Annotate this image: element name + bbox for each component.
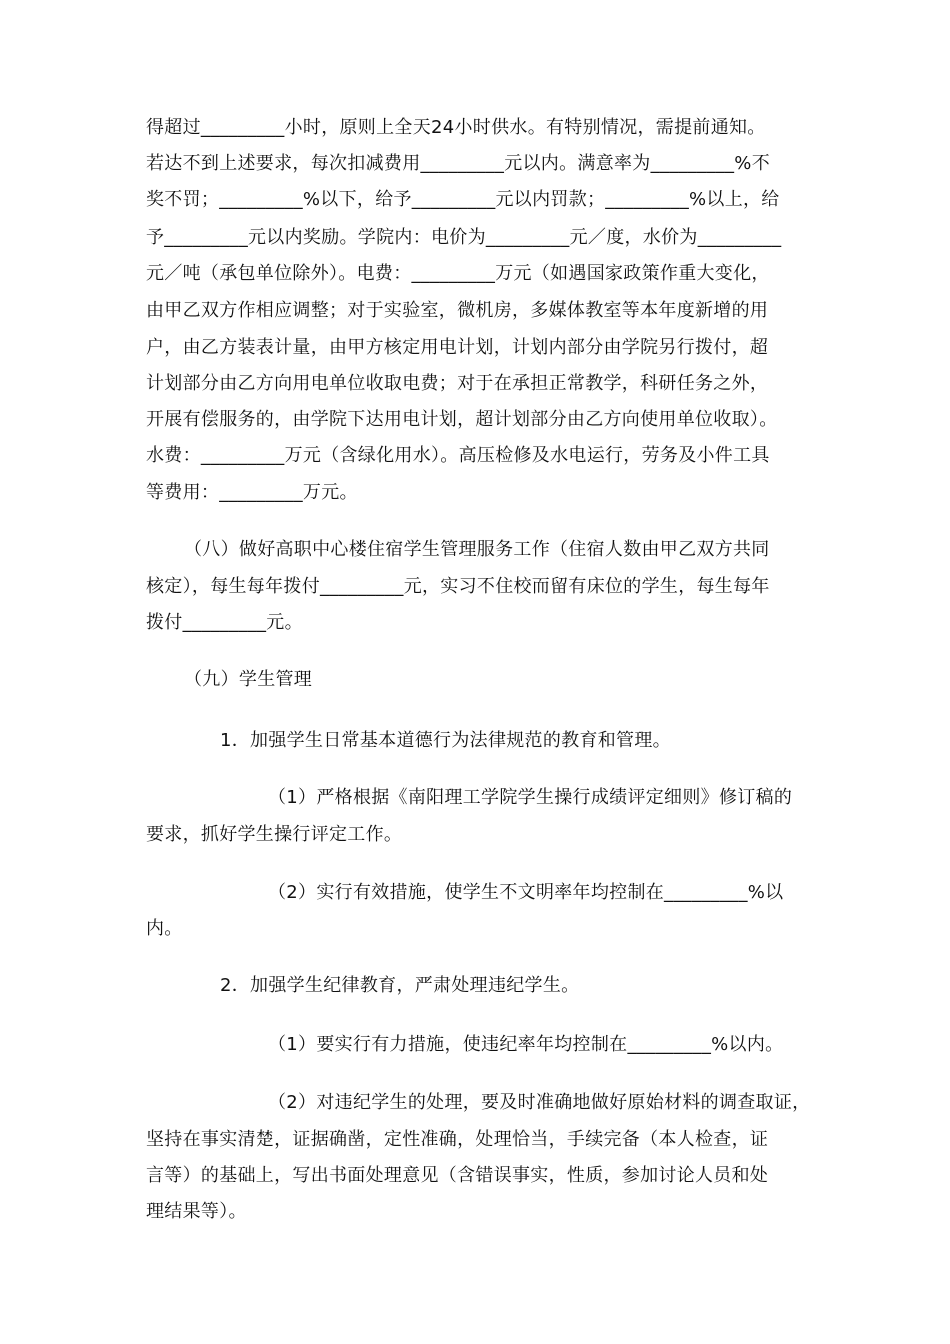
text-line: 拨付_________元。	[146, 612, 303, 633]
text-line: 若达不到上述要求，每次扣减费用_________元以内。满意率为_________%不	[146, 153, 771, 174]
item-1-heading: 1．加强学生日常基本道德行为法律规范的教育和管理。	[220, 730, 671, 751]
text-line: 理结果等）。	[146, 1201, 247, 1222]
text-line: 由甲乙双方作相应调整；对于实验室，微机房，多媒体教室等本年度新增的用	[146, 300, 769, 321]
text-line: 元／吨（承包单位除外）。电费：_________万元（如遇国家政策作重大变化，	[146, 263, 770, 284]
text-line: 予_________元以内奖励。学院内：电价为_________元／度，水价为_________	[146, 227, 782, 248]
text-line: 核定），每生每年拨付_________元，实习不住校而留有床位的学生，每生每年	[146, 576, 770, 597]
text-line: 开展有偿服务的，由学院下达用电计划，超计划部分由乙方向使用单位收取）。	[146, 409, 778, 430]
text-line: 户，由乙方装表计量，由甲方核定用电计划，计划内部分由学院另行拨付，超	[146, 337, 769, 358]
section-9-heading: （九）学生管理	[184, 669, 313, 690]
text-line: 计划部分由乙方向用电单位收取电费；对于在承担正常教学，科研任务之外，	[146, 373, 769, 394]
section-8-paragraph: （八）做好高职中心楼住宿学生管理服务工作（住宿人数由甲乙双方共同	[184, 539, 770, 560]
item-2-heading: 2．加强学生纪律教育，严肃处理违纪学生。	[220, 975, 580, 996]
text-line: 要求，抓好学生操行评定工作。	[146, 824, 403, 845]
text-line: 水费：_________万元（含绿化用水）。高压检修及水电运行，劳务及小件工具	[146, 445, 770, 466]
text-line: 言等）的基础上，写出书面处理意见（含错误事实，性质，参加讨论人员和处	[146, 1165, 769, 1186]
item-2-1-paragraph: （1）要实行有力措施，使违纪率年均控制在_________%以内。	[268, 1034, 784, 1055]
text-line: 内。	[146, 918, 183, 939]
item-2-2-paragraph: （2）对违纪学生的处理，要及时准确地做好原始材料的调查取证，	[268, 1092, 811, 1113]
text-line: 奖不罚；_________%以下，给予_________元以内罚款；_________%以上，给	[146, 189, 780, 210]
text-line: 坚持在事实清楚，证据确凿，定性准确，处理恰当，手续完备（本人检查，证	[146, 1129, 769, 1150]
text-line: 等费用：_________万元。	[146, 482, 358, 503]
item-1-1-paragraph: （1）严格根据《南阳理工学院学生操行成绩评定细则》修订稿的	[268, 787, 793, 808]
text-line: 得超过_________小时，原则上全天24小时供水。有特别情况，需提前通知。	[146, 117, 766, 138]
item-1-2-paragraph: （2）实行有效措施，使学生不文明率年均控制在_________%以	[268, 882, 784, 903]
